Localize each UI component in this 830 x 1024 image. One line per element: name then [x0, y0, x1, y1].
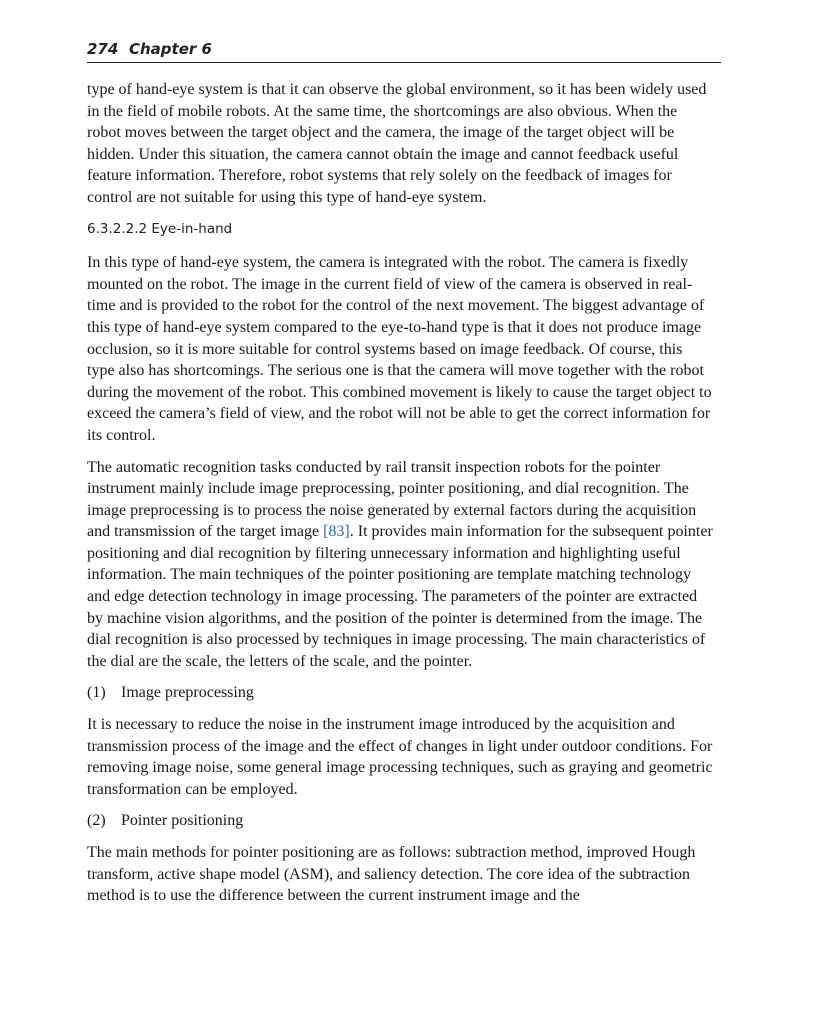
list-item-number: (2): [87, 812, 106, 830]
list-item-heading-1: [87, 682, 713, 704]
section-heading: 6.3.2.2.2 Eye-in-hand: [87, 220, 233, 237]
chapter-title: Chapter 6: [129, 40, 212, 58]
paragraph-4: It is necessary to reduce the noise in the instrument image introduced by the acquisition and transmission process of the image and the effect of changes in light under outdoor conditions. For removing image noise, some general image processing techniques, such as graying and geometric transformation can be employed.: [87, 716, 713, 798]
list-item-number: (1): [87, 684, 106, 702]
list-item-title: Pointer positioning: [121, 812, 244, 830]
citation-link[interactable]: [83]: [323, 523, 350, 541]
paragraph-2: In this type of hand-eye system, the camera is integrated with the robot. The camera is fixedly mounted on the robot. The image in the current field of view of the camera is observed in real-time and is provided to the robot for the control of the next movement. The biggest advantage of this type of hand-eye system compared to the eye-to-hand type is that it does not produce image occlusion, so it is more suitable for control systems based on image feedback. Of course, this type also has shortcomings. The serious one is that the camera will move together with the robot during the movement of the robot. This combined movement is likely to cause the target object to exceed the camera’s field of view, and the robot will not be able to get the correct information for its control.: [87, 254, 712, 444]
page-body: [87, 79, 713, 917]
paragraph-3-text-b: . It provides main information for the subsequent pointer positioning and dial recognition by filtering unnecessary information and highlighting useful information. The main techniques of the pointer positioning are template matching technology and edge detection technology in image processing. The parameters of the pointer are extracted by machine vision algorithms, and the position of the pointer is determined from the image. The dial recognition is also processed by techniques in image processing. The main characteristics of the dial are the scale, the letters of the scale, and the pointer.: [87, 523, 713, 670]
paragraph-5: The main methods for pointer positioning are as follows: subtraction method, improved Hough transform, active shape model (ASM), and saliency detection. The core idea of the subtraction method is to use the difference between the current instrument image and the: [87, 844, 696, 905]
paragraph-3-text-a: The automatic recognition tasks conducted by rail transit inspection robots for the pointer instrument mainly include image preprocessing, pointer positioning, and dial recognition. The image preprocessing is to process the noise generated by external factors during the acquisition and transmission of the target image: [87, 458, 697, 541]
page-number: 274: [87, 40, 119, 58]
running-header: [87, 38, 721, 63]
paragraph-3: [87, 457, 713, 673]
list-item-heading-2: [87, 810, 713, 832]
list-item-title: Image preprocessing: [121, 684, 254, 702]
paragraph-1: type of hand-eye system is that it can observe the global environment, so it has been widely used in the field of mobile robots. At the same time, the shortcomings are also obvious. When the robot moves between the target object and the camera, the image of the target object will be hidden. Under this situation, the camera cannot obtain the image and cannot feedback useful feature information. Therefore, robot systems that rely solely on the feedback of images for control are not suitable for using this type of hand-eye system.: [87, 81, 707, 206]
